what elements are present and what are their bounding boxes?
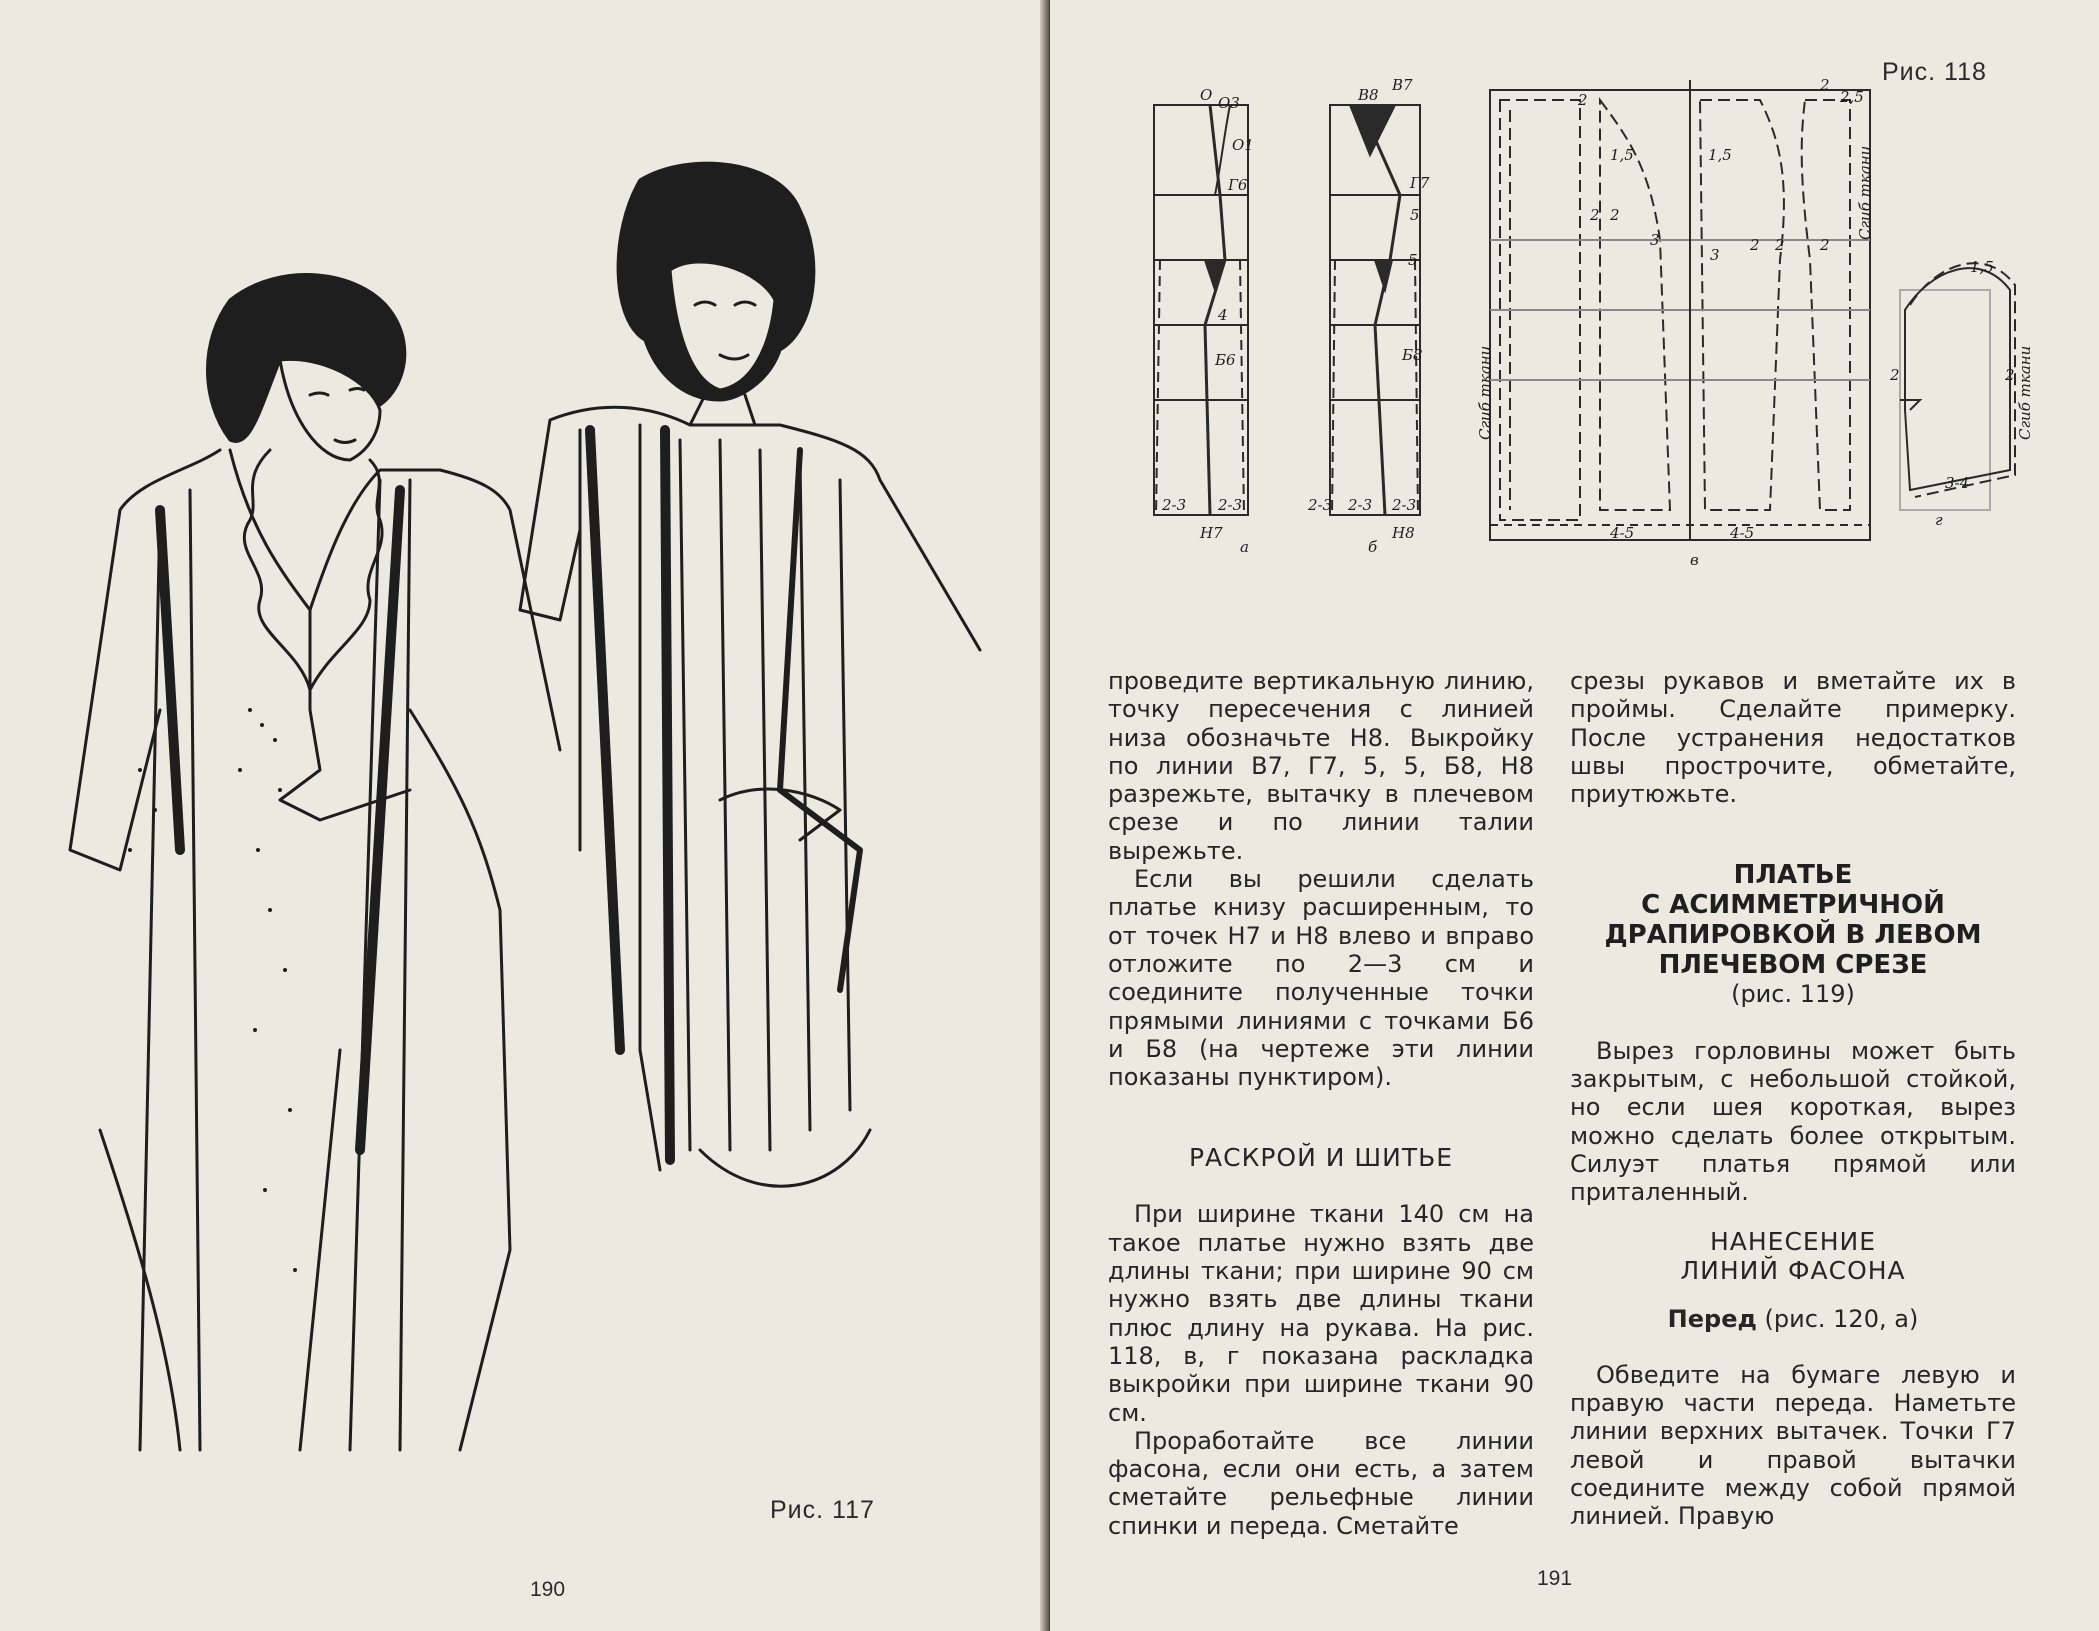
paragraph: Если вы решили сделать платье книзу расширенным, то от точек Н7 и Н8 влево и вправо отложите по 2—3 см и соедините полученные точки прямыми линиями с точками Б6 и Б8 (на чертеже эти линии показаны пунктиром). bbox=[1108, 865, 1534, 1092]
label-n2-g2: 2 bbox=[2005, 366, 2015, 384]
paragraph: Вырез горловины может быть закрытым, с небольшой стойкой, но если шея короткая, вырез можно сделать более открытым. Силуэт платья прямой или приталенный. bbox=[1570, 1036, 2016, 1207]
label-n2-v1: 2 bbox=[1578, 91, 1588, 109]
label-n15-v2: 1,5 bbox=[1708, 146, 1732, 164]
label-n23-b0: 2-3 bbox=[1308, 496, 1333, 514]
label-n23-a1: 2-3 bbox=[1162, 496, 1187, 514]
subheading-line: НАНЕСЕНИЕ bbox=[1709, 1226, 1877, 1256]
label-n2-v2: 2 bbox=[1590, 206, 1600, 224]
label-n25: 2,5 bbox=[1840, 88, 1864, 106]
text-column-2 bbox=[1570, 667, 2016, 1531]
paragraph: срезы рукавов и вметайте их в проймы. Сделайте примерку. После устранения недостатков швы прострочите, обметайте, приутюжьте. bbox=[1570, 667, 2016, 809]
front-figure-ref: (рис. 120, а) bbox=[1764, 1304, 1919, 1333]
heading-figure-ref: (рис. 119) bbox=[1731, 980, 1855, 1009]
label-n5b: 5 bbox=[1408, 251, 1418, 269]
label-n2-g1: 2 bbox=[1890, 366, 1900, 384]
page-number: 191 bbox=[1537, 1567, 1573, 1590]
label-n23-b1: 2-3 bbox=[1348, 496, 1373, 514]
heading-line: С АСИММЕТРИЧНОЙ bbox=[1641, 890, 1945, 921]
label-sub-g: г bbox=[1935, 511, 1943, 529]
figure-caption: Рис. 118 bbox=[1882, 58, 1987, 86]
label-v8: В8 bbox=[1358, 86, 1379, 104]
label-b6: Б6 bbox=[1215, 351, 1236, 369]
label-fold-3: Сгиб ткани bbox=[2016, 345, 2034, 440]
heading-line: ПЛАТЬЕ bbox=[1733, 860, 1853, 891]
label-fold-2: Сгиб ткани bbox=[1856, 145, 1874, 240]
label-sub-v: в bbox=[1690, 551, 1699, 569]
label-n2-v4: 2 bbox=[1750, 236, 1760, 254]
label-n2-v6: 2 bbox=[1820, 236, 1830, 254]
left-page bbox=[0, 0, 1048, 1631]
label-n2-v5: 2 bbox=[1775, 236, 1785, 254]
label-g6: Г6 bbox=[1228, 176, 1248, 194]
label-sub-a: а bbox=[1240, 538, 1249, 556]
right-page bbox=[1050, 0, 2099, 1631]
fashion-illustration bbox=[80, 150, 940, 1510]
paragraph: Проработайте все линии фасона, если они есть, а затем сметайте рельефные линии спинки и переда. Сметайте bbox=[1108, 1426, 1534, 1540]
label-n2-v7: 2 bbox=[1820, 76, 1830, 94]
label-n45-1: 4-5 bbox=[1610, 524, 1635, 542]
subheading-line: ЛИНИЙ ФАСОНА bbox=[1680, 1255, 1906, 1285]
pattern-diagram bbox=[1130, 60, 2034, 580]
text-column-1 bbox=[1108, 667, 1534, 1540]
label-o3: О3 bbox=[1218, 94, 1240, 112]
section-heading: РАСКРОЙ И ШИТЬЕ bbox=[1188, 1143, 1454, 1173]
paragraph: Обведите на бумаге левую и правую части переда. Наметьте линии верхних вытачек. Точки Г7 левой и правой вытачки соедините между собой прямой линией. Правую bbox=[1570, 1360, 2016, 1531]
article-heading bbox=[1570, 860, 2016, 1008]
label-n15-v1: 1,5 bbox=[1610, 146, 1634, 164]
paragraph: При ширине ткани 140 см на такое платье нужно взять две длины ткани; при ширине 90 см нужно взять две длины ткани плюс длину на рукава. На рис. 118, в, г показана раскладка выкройки при ширине ткани 90 см. bbox=[1108, 1200, 1534, 1427]
label-fold-1: Сгиб ткани bbox=[1476, 345, 1494, 440]
front-subheading bbox=[1570, 1305, 2016, 1333]
page-number: 190 bbox=[530, 1578, 566, 1601]
label-n45-2: 4-5 bbox=[1730, 524, 1755, 542]
label-n15-g: 1,5 bbox=[1970, 258, 1994, 276]
label-sub-b: б bbox=[1368, 538, 1378, 556]
label-n23-b2: 2-3 bbox=[1392, 496, 1417, 514]
label-n23-a2: 2-3 bbox=[1218, 496, 1243, 514]
label-h8: Н8 bbox=[1392, 524, 1415, 542]
label-n3-v2: 3 bbox=[1710, 246, 1720, 264]
label-n2-v3: 2 bbox=[1610, 206, 1620, 224]
figure-caption: Рис. 117 bbox=[770, 1496, 875, 1524]
label-n5a: 5 bbox=[1410, 206, 1420, 224]
subsection-heading bbox=[1570, 1227, 2016, 1285]
label-o: О bbox=[1200, 86, 1213, 104]
heading-line: ДРАПИРОВКОЙ В ЛЕВОМ bbox=[1604, 920, 1982, 951]
heading-line: ПЛЕЧЕВОМ СРЕЗЕ bbox=[1658, 950, 1928, 981]
label-n34: 3-4 bbox=[1945, 474, 1970, 492]
paragraph: проведите вертикальную линию, точку пересечения с линией низа обозначьте Н8. Выкройку по линии В7, Г7, 5, 5, Б8, Н8 разрежьте, вытачку в плечевом срезе и по линии талии вырежьте. bbox=[1108, 667, 1534, 865]
label-o1: О1 bbox=[1232, 136, 1254, 154]
label-n4: 4 bbox=[1218, 306, 1228, 324]
front-label: Перед bbox=[1667, 1304, 1757, 1333]
label-v7: В7 bbox=[1392, 76, 1413, 94]
label-g7: Г7 bbox=[1410, 174, 1430, 192]
label-h7: Н7 bbox=[1200, 524, 1223, 542]
label-n3-v1: 3 bbox=[1650, 231, 1660, 249]
label-b8: Б8 bbox=[1402, 346, 1423, 364]
